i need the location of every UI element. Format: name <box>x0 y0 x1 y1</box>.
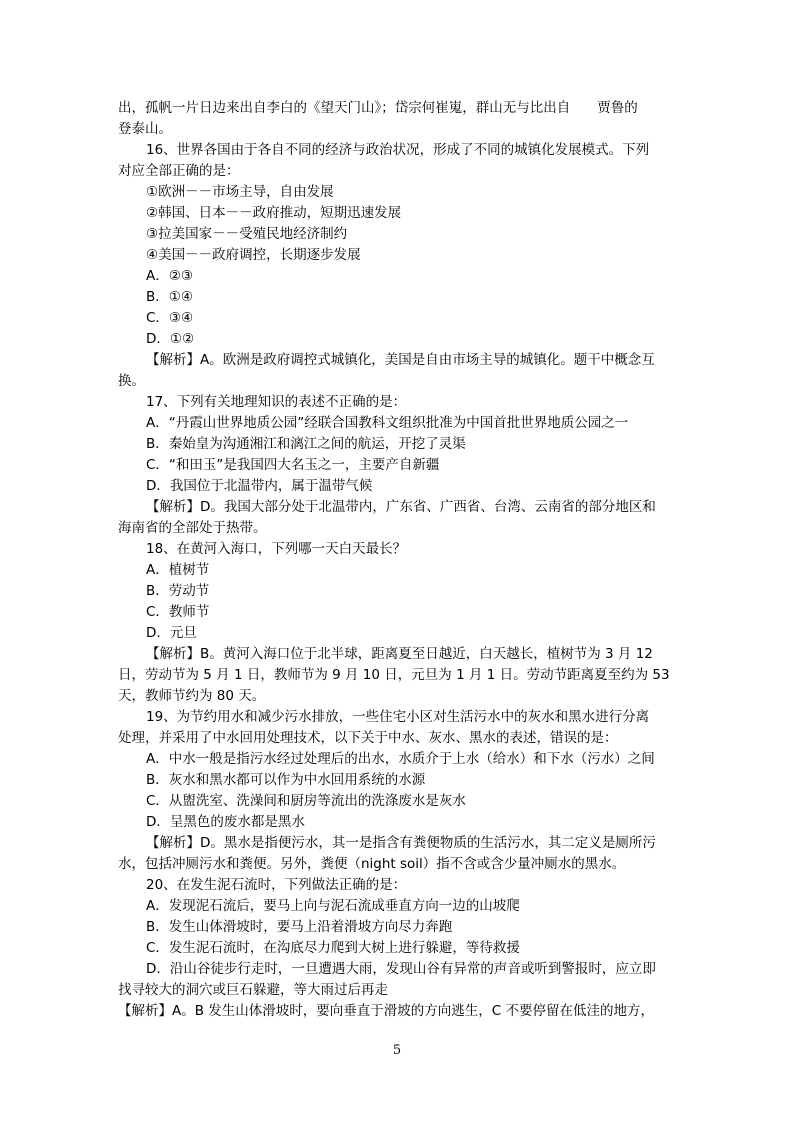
option-c: C．“和田玉”是我国四大名玉之一，主要产自新疆 <box>146 457 440 473</box>
statement-item: ①欧洲－－市场主导，自由发展 <box>146 184 334 200</box>
statement-item: ③拉美国家－－受殖民地经济制约 <box>146 226 348 242</box>
option-b: B．劳动节 <box>146 583 210 599</box>
analysis-17: 【解析】D。我国大部分处于北温带内，广东省、广西省、台湾、云南省的部分地区和 <box>146 499 656 515</box>
text-line: 水，包括冲厕污水和粪便。另外，粪便（night soil）指不含或含少量冲厕水的黑水。 <box>118 856 626 872</box>
option-d: D．①② <box>146 331 195 347</box>
analysis-19: 【解析】D。黑水是指便污水，其一是指含有粪便物质的生活污水，其二定义是厕所污 <box>146 835 656 851</box>
question-19-stem: 19、为节约用水和减少污水排放，一些住宅小区对生活污水中的灰水和黑水进行分离 <box>146 709 650 725</box>
option-c: C．从盥洗室、洗澡间和厨房等流出的洗涤废水是灰水 <box>146 793 466 809</box>
text-line: 换。 <box>118 373 145 389</box>
option-d: D．呈黑色的废水都是黑水 <box>146 814 305 830</box>
text-line: 登泰山。 <box>118 121 172 137</box>
text-line: 日，劳动节为 5 月 1 日，教师节为 9 月 10 日，元旦为 1 月 1 日。劳动节距离夏至约为 53 <box>118 667 670 683</box>
analysis-16: 【解析】A。欧洲是政府调控式城镇化，美国是自由市场主导的城镇化。题干中概念互 <box>146 352 655 368</box>
option-c: C．③④ <box>146 310 194 326</box>
question-17-stem: 17、下列有关地理知识的表述不正确的是： <box>146 394 407 410</box>
option-b: B．①④ <box>146 289 193 305</box>
text-line: 海南省的全部处于热带。 <box>118 520 267 536</box>
analysis-20: 【解析】A。B 发生山体滑坡时，要向垂直于滑坡的方向逃生，C 不要停留在低洼的地方， <box>118 1003 655 1019</box>
analysis-18: 【解析】B。黄河入海口位于北半球，距离夏至日越近，白天越长，植树节为 3 月 12 <box>146 646 653 662</box>
statement-item: ④美国－－政府调控，长期逐步发展 <box>146 247 361 263</box>
option-b: B．灰水和黑水都可以作为中水回用系统的水源 <box>146 772 426 788</box>
page-number: 5 <box>392 1043 402 1058</box>
question-20-stem: 20、在发生泥石流时，下列做法正确的是： <box>146 877 407 893</box>
option-a: A．植树节 <box>146 562 210 578</box>
text-line: 处理，并采用了中水回用处理技术，以下关于中水、灰水、黑水的表述，错误的是： <box>118 730 618 746</box>
statement-item: ②韩国、日本－－政府推动，短期迅速发展 <box>146 205 402 221</box>
option-d: D．沿山谷徒步行走时，一旦遭遇大雨，发现山谷有异常的声音或听到警报时，应立即 <box>146 961 656 977</box>
text-line: 出，孤帆一片日边来出自李白的《望天门山》；岱宗何崔嵬，群山无与比出自 贾鲁的 <box>118 100 638 116</box>
option-b: B．秦始皇为沟通湘江和漓江之间的航运，开挖了灵渠 <box>146 436 466 452</box>
option-a: A．②③ <box>146 268 193 284</box>
text-line: 对应全部正确的是： <box>118 163 240 179</box>
option-b: B．发生山体滑坡时，要马上沿着滑坡方向尽力奔跑 <box>146 919 453 935</box>
text-line: 天，教师节约为 80 天。 <box>118 688 266 704</box>
option-d: D．我国位于北温带内，属于温带气候 <box>146 478 373 494</box>
question-18-stem: 18、在黄河入海口，下列哪一天白天最长？ <box>146 541 407 557</box>
option-c: C．教师节 <box>146 604 210 620</box>
option-a: A．“丹霞山世界地质公园”经联合国教科文组织批准为中国首批世界地质公园之一 <box>146 415 629 431</box>
text-line: 找寻较大的洞穴或巨石躲避，等大雨过后再走 <box>118 982 388 998</box>
option-a: A．中水一般是指污水经过处理后的出水，水质介于上水（给水）和下水（污水）之间 <box>146 751 655 767</box>
option-a: A．发现泥石流后，要马上向与泥石流成垂直方向一边的山坡爬 <box>146 898 520 914</box>
question-16-stem: 16、世界各国由于各自不同的经济与政治状况，形成了不同的城镇化发展模式。下列 <box>146 142 650 158</box>
option-c: C．发生泥石流时，在沟底尽力爬到大树上进行躲避，等待救援 <box>146 940 520 956</box>
option-d: D．元旦 <box>146 625 197 641</box>
